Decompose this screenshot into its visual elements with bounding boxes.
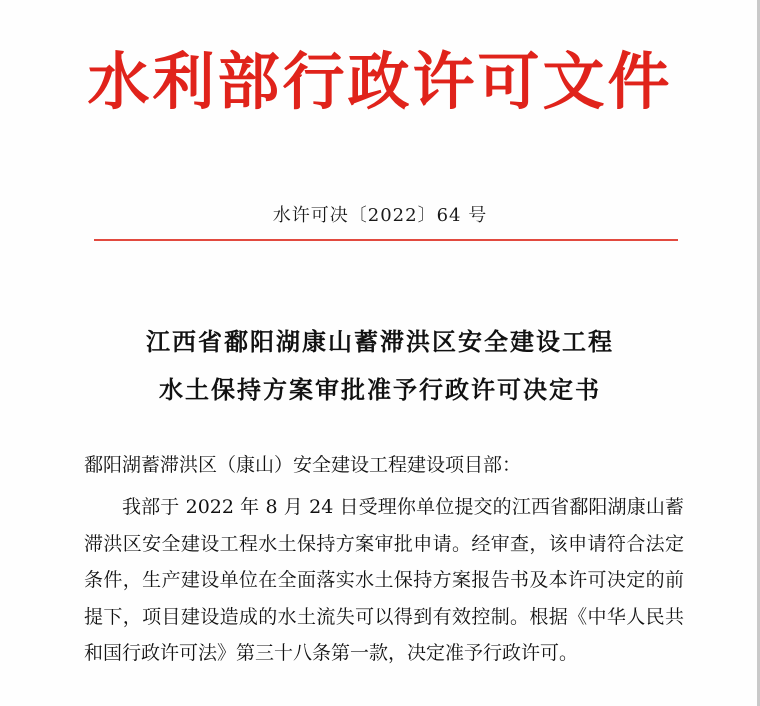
red-divider-line — [94, 239, 678, 241]
salutation: 鄱阳湖蓄滞洪区（康山）安全建设工程建设项目部： — [84, 454, 522, 476]
agency-masthead-title: 水利部行政许可文件 — [87, 45, 673, 118]
body-paragraph: 我部于 2022 年 8 月 24 日受理你单位提交的江西省鄱阳湖康山蓄滞洪区安全建设工程水土保持方案审批申请。经审查，该申请符合法定条件，生产建设单位在全面落实水土保持方案报告书及本许可决定的前提下，项目建设造成的水土流失可以得到有效控制。根据《中华人民共和国行政许可法》第三十八条第一款，决定准予行政许可。 — [84, 496, 684, 664]
document-number: 水许可决〔2022〕64 号 — [272, 205, 488, 226]
decision-title-line-1: 江西省鄱阳湖康山蓄滞洪区安全建设工程 — [146, 328, 614, 356]
decision-title-line-2: 水土保持方案审批准予行政许可决定书 — [159, 376, 601, 404]
